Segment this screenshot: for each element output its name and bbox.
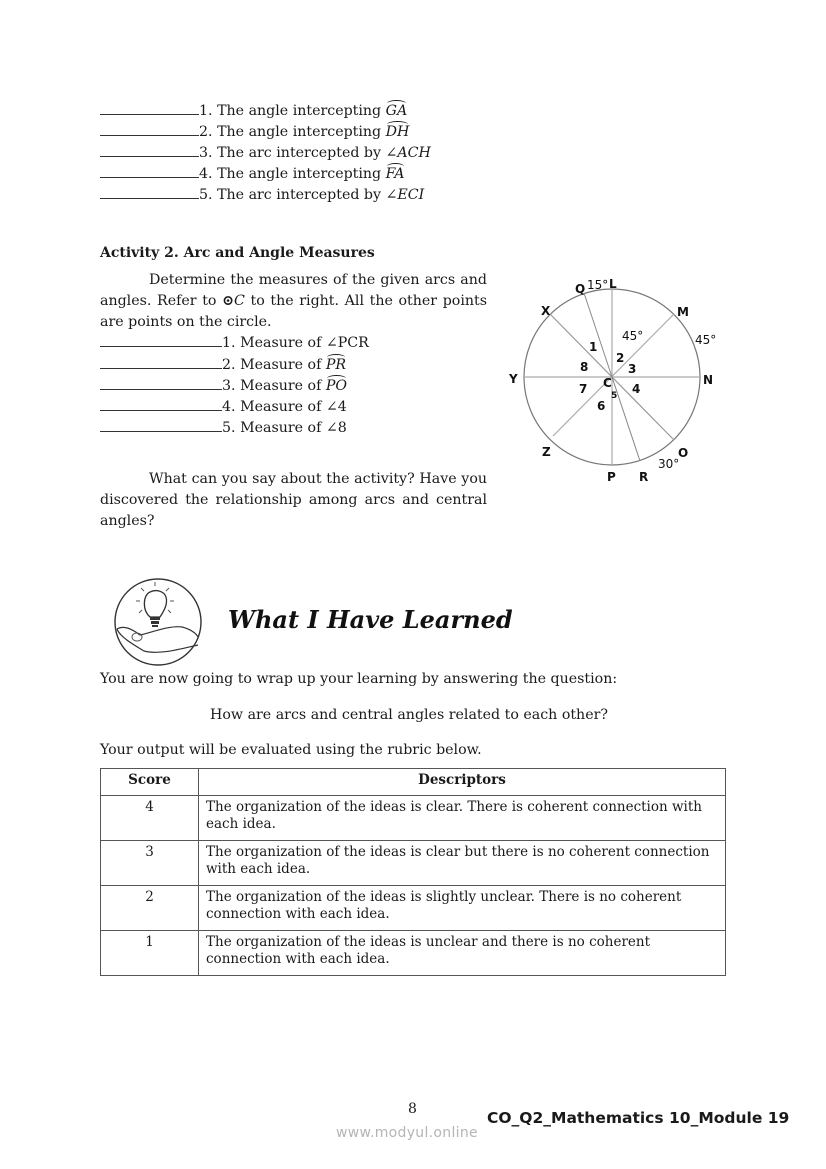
score-cell: 4 — [101, 796, 199, 841]
label-P: P — [607, 470, 616, 484]
answer-blank[interactable] — [100, 186, 199, 199]
angle-notation: ∠PCR — [325, 335, 369, 351]
rubric-table — [100, 768, 726, 976]
answer-blank[interactable] — [100, 356, 222, 369]
rubric-intro: Your output will be evaluated using the rubric below. — [100, 742, 482, 758]
learned-question: How are arcs and central angles related to each other? — [210, 707, 608, 723]
answer-blank[interactable] — [100, 144, 199, 157]
answer-blank[interactable] — [100, 419, 222, 432]
degree-MN: 45° — [695, 333, 717, 347]
angle-number-8: 8 — [580, 360, 589, 374]
degree-RO: 30° — [658, 457, 680, 471]
section-title: What I Have Learned — [228, 605, 513, 634]
activity1-item-3: 3. The arc intercepted by ∠ACH — [100, 144, 431, 162]
angle-number-4: 4 — [632, 382, 641, 396]
label-R: R — [639, 470, 649, 484]
answer-blank[interactable] — [100, 165, 199, 178]
arc-notation: FA — [385, 166, 405, 182]
column-header-score: Score — [101, 769, 199, 796]
arc-notation: DH — [385, 124, 410, 140]
angle-number-5: 5 — [611, 391, 618, 401]
table-row — [101, 796, 726, 841]
activity2-item-5: 5. Measure of ∠8 — [100, 419, 347, 437]
learned-intro: You are now going to wrap up your learning by answering the question: — [100, 671, 618, 687]
label-M: M — [677, 305, 689, 319]
descriptor-cell: The organization of the ideas is unclear and there is no coherent connection with each idea. — [199, 931, 726, 976]
angle-number-6: 6 — [597, 399, 606, 413]
circle-diagram — [500, 270, 740, 490]
angle-number-7: 7 — [579, 382, 588, 396]
answer-blank[interactable] — [100, 398, 222, 411]
arc-notation: PR — [325, 357, 347, 373]
angle-notation: ∠8 — [325, 420, 347, 436]
answer-blank[interactable] — [100, 377, 222, 390]
descriptor-cell: The organization of the ideas is clear. There is coherent connection with each idea. — [199, 796, 726, 841]
activity1-item-2: 2. The angle intercepting DH — [100, 123, 409, 141]
table-row — [101, 841, 726, 886]
activity2-item-1: 1. Measure of ∠PCR — [100, 334, 369, 352]
activity2-reflection: What can you say about the activity? Have you discovered the relationship among arcs and central angles? — [100, 471, 487, 529]
descriptor-cell: The organization of the ideas is slightly unclear. There is no coherent connection with each idea. — [199, 886, 726, 931]
activity2-intro: Determine the measures of the given arcs and angles. Refer to ⊙C to the right. All the other points are points on the circle. — [100, 272, 487, 330]
page-number: 8 — [408, 1101, 417, 1117]
table-header-row — [101, 769, 726, 796]
label-Q: Q — [575, 282, 586, 296]
circle-symbol: ⊙ — [222, 293, 234, 309]
activity1-item-1: 1. The angle intercepting GA — [100, 102, 407, 120]
activity1-item-5: 5. The arc intercepted by ∠ECI — [100, 186, 424, 204]
watermark: www.modyul.online — [336, 1125, 478, 1141]
answer-blank[interactable] — [100, 102, 199, 115]
label-Y: Y — [509, 372, 518, 386]
activity2-item-4: 4. Measure of ∠4 — [100, 398, 347, 416]
table-row — [101, 931, 726, 976]
angle-number-1: 1 — [589, 340, 598, 354]
lightbulb-hand-icon — [110, 577, 206, 667]
degree-QL: 15° — [587, 278, 609, 292]
angle-notation: ∠4 — [325, 399, 347, 415]
module-code: CO_Q2_Mathematics 10_Module 19 — [487, 1109, 790, 1127]
score-cell: 2 — [101, 886, 199, 931]
descriptor-cell: The organization of the ideas is clear but there is no coherent connection with each idea. — [199, 841, 726, 886]
label-Z: Z — [542, 445, 551, 459]
angle-notation: ∠ECI — [385, 187, 425, 203]
column-header-descriptors: Descriptors — [199, 769, 726, 796]
answer-blank[interactable] — [100, 123, 199, 136]
label-O: O — [678, 446, 689, 460]
label-C: C — [603, 376, 612, 390]
answer-blank[interactable] — [100, 334, 222, 347]
activity1-item-4: 4. The angle intercepting FA — [100, 165, 405, 183]
activity2-item-2: 2. Measure of PR — [100, 356, 346, 374]
angle-notation: ∠ACH — [385, 145, 431, 161]
diameter-MZ — [553, 314, 674, 436]
arc-notation: GA — [385, 103, 408, 119]
activity2-item-3: 3. Measure of PO — [100, 377, 347, 395]
arc-notation: PO — [325, 378, 348, 394]
table-row — [101, 886, 726, 931]
angle-number-3: 3 — [628, 362, 637, 376]
degree-LM: 45° — [622, 329, 644, 343]
label-N: N — [703, 373, 714, 387]
angle-number-2: 2 — [616, 351, 625, 365]
label-X: X — [541, 304, 551, 318]
label-L: L — [609, 277, 617, 291]
activity2-title: Activity 2. Arc and Angle Measures — [100, 245, 375, 261]
score-cell: 1 — [101, 931, 199, 976]
score-cell: 3 — [101, 841, 199, 886]
